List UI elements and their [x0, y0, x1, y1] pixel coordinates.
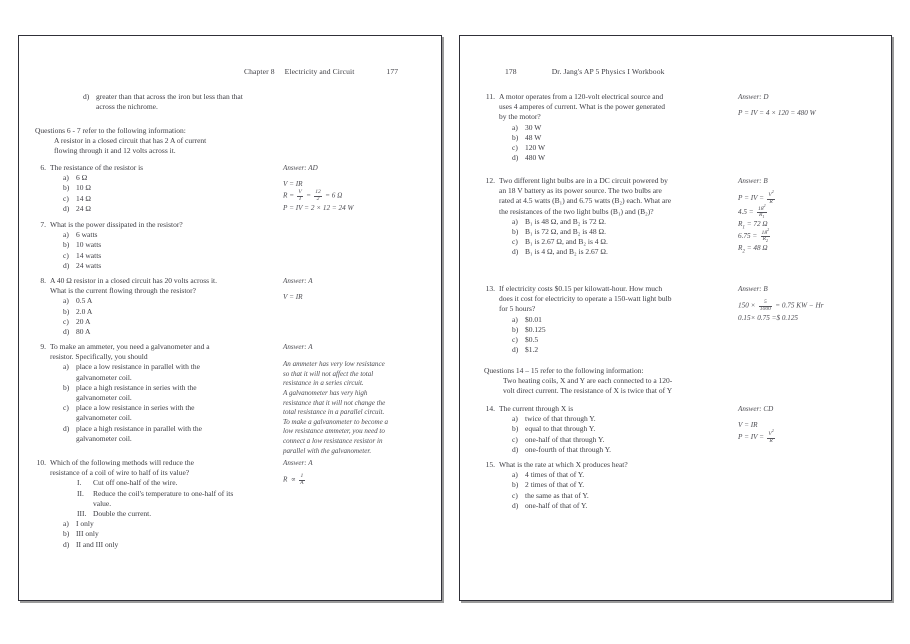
choice-letter: c): [63, 193, 69, 203]
choice-letter: c): [512, 237, 518, 247]
choice-letter: a): [63, 230, 69, 240]
note-line-9: connect a low resistance resistor in: [283, 436, 383, 445]
question-number: 8.: [40, 276, 46, 285]
question-stem-line-3: by the motor?: [499, 112, 541, 122]
choice-d[interactable]: [484, 247, 739, 257]
choice-letter: c): [512, 434, 518, 444]
choice-c[interactable]: [35, 251, 280, 261]
roman-text: Cut off one-half of the wire.: [93, 478, 178, 488]
choice-letter: d): [512, 500, 519, 510]
question-stem: The resistance of the resistor is: [50, 163, 144, 172]
intro-line-1: Two heating coils, X and Y are each connected to a 120-: [503, 376, 673, 386]
choice-text-2: galvanometer coil.: [76, 413, 132, 423]
roman-text: Double the current.: [93, 509, 152, 519]
question-6: [35, 163, 280, 214]
choice-text: 2 times of that of Y.: [525, 480, 585, 490]
formula-bulb1-power: 4.5 = $\frac{18^2}{R_1}$: [738, 202, 766, 220]
choice-text: place a low resistance in series with the: [76, 403, 195, 413]
choice-text: $1.2: [525, 345, 539, 355]
formula-ohms-law: V = IR: [283, 293, 303, 302]
note-line-1: An ammeter has very low resistance: [283, 360, 385, 369]
choice-text: B₁ is 72 Ω, and B₂ is 48 Ω.: [525, 227, 606, 237]
question-stem-line-2: uses 4 amperes of current. What is the power generated: [499, 102, 666, 112]
formula-power-vsquared: P = IV = $\frac{V^2}{R}$: [738, 428, 774, 444]
page-right: [459, 35, 892, 601]
choice-text: 80 A: [76, 327, 91, 337]
question-number: 11.: [485, 92, 495, 101]
choice-letter: a): [512, 122, 518, 132]
roman-letter: III.: [77, 509, 87, 519]
choice-line-1: greater than that across the iron but less than that: [96, 92, 243, 101]
answer-block-13: [738, 284, 888, 324]
choice-letter: d): [63, 539, 70, 549]
choice-letter: a): [512, 470, 518, 480]
choice-a[interactable]: [35, 362, 280, 382]
choice-a[interactable]: [35, 519, 280, 529]
choice-a[interactable]: [35, 296, 280, 306]
choice-d[interactable]: [35, 204, 280, 214]
note-line-3: resistance in a series circuit.: [283, 379, 364, 388]
question-13: [484, 284, 739, 355]
choice-c[interactable]: [484, 237, 739, 247]
choice-a[interactable]: [484, 123, 739, 133]
choice-letter: c): [63, 403, 69, 413]
chapter-number: Chapter 8: [244, 67, 275, 76]
choice-text-2: galvanometer coil.: [76, 372, 132, 382]
choice-b[interactable]: [484, 424, 739, 434]
answer-label: Answer: A: [283, 343, 313, 351]
choice-letter: b): [512, 424, 519, 434]
choice-letter: d): [63, 423, 70, 433]
choice-b[interactable]: [35, 307, 280, 317]
roman-letter: II.: [77, 488, 84, 498]
choice-text: 4 times of that of Y.: [525, 470, 585, 480]
formula-resistance-proportional: R ∝ $\frac{1}{A}$: [283, 473, 304, 486]
choice-text: 30 W: [525, 122, 542, 132]
choice-c[interactable]: [35, 403, 280, 423]
choice-letter: a): [512, 414, 518, 424]
formula-ohms-law: V = IR: [738, 421, 758, 430]
answer-block-6: [283, 163, 433, 214]
choice-text: $0.01: [525, 314, 542, 324]
choice-text: 6 watts: [76, 230, 98, 240]
question-number: 9.: [40, 342, 46, 351]
formula-power: P = IV = 2 × 12 = 24 W: [283, 203, 354, 212]
choice-line-2: across the nichrome.: [96, 102, 158, 112]
choice-b[interactable]: [484, 133, 739, 143]
intro-line-2: flowing through it and 12 volts across it.: [54, 146, 176, 156]
choice-letter: a): [63, 296, 69, 306]
choice-d[interactable]: [35, 261, 280, 271]
choice-letter: c): [63, 250, 69, 260]
answer-block-9: [283, 342, 433, 456]
choice-text-2: galvanometer coil.: [76, 393, 132, 403]
question-stem-line-1: Which of the following methods will reduce the: [50, 458, 194, 467]
choice-letter: d): [63, 327, 70, 337]
answer-label: Answer: D: [738, 93, 769, 101]
choice-letter: a): [63, 173, 69, 183]
intro-line-2: volt direct current. The resistance of X is twice that of Y: [503, 386, 673, 396]
formula-cost: 0.15× 0.75 =$ 0.125: [738, 313, 799, 322]
question-stem-line-1: A motor operates from a 120-volt electrical source and: [499, 92, 664, 101]
choice-letter: b): [512, 227, 519, 237]
choice-letter: b): [63, 529, 70, 539]
question-stem-line-2: resistance of a coil of wire to half of its value?: [50, 468, 190, 478]
choice-text: 20 A: [76, 316, 91, 326]
choice-text: 0.5 A: [76, 296, 93, 306]
choice-text: one-half of that of Y.: [525, 500, 588, 510]
answer-block-8: [283, 276, 433, 303]
choice-text: $0.125: [525, 324, 546, 334]
choice-b[interactable]: [484, 480, 739, 490]
choice-b[interactable]: [484, 325, 739, 335]
choice-d[interactable]: [484, 501, 739, 511]
choice-a[interactable]: [484, 470, 739, 480]
choice-b[interactable]: [35, 240, 280, 250]
choice-text: one-fourth of that through Y.: [525, 444, 612, 454]
question-15: [484, 460, 739, 511]
note-line-6: total resistance in a parallel circuit.: [283, 408, 385, 417]
question-stem-line-1: A 40 Ω resistor in a closed circuit has 20 volts across it.: [50, 276, 218, 285]
question-number: 12.: [485, 176, 495, 185]
choice-letter: d): [63, 260, 70, 270]
choice-text: 24 watts: [76, 260, 102, 270]
choice-c[interactable]: [484, 143, 739, 153]
question-stem-line-1: If electricity costs $0.15 per kilowatt-hour. How much: [499, 284, 663, 293]
question-12: [484, 176, 739, 258]
choice-text: 480 W: [525, 153, 546, 163]
choice-c[interactable]: [35, 194, 280, 204]
choice-a[interactable]: [35, 173, 280, 183]
formula-bulb1-resistance: $R_1 = 72$ Ω: [738, 219, 768, 231]
choice-text: place a low resistance in parallel with the: [76, 362, 200, 372]
page-folio: 177: [386, 67, 399, 76]
question-stem-line-4: the resistances of the two light bulbs (B₁) and (B₂)?: [499, 206, 654, 216]
question-stem-line-2: What is the current flowing through the resistor?: [50, 286, 197, 296]
question-11: [484, 92, 739, 163]
intro-lead: Questions 14 – 15 refer to the following information:: [484, 366, 644, 375]
choice-letter: a): [512, 314, 518, 324]
choice-text: one-half of that through Y.: [525, 434, 605, 444]
note-line-8: low resistance ammeter, you need to: [283, 427, 385, 436]
formula-power: P = IV = 4 × 120 = 480 W: [738, 109, 816, 118]
choice-text: I only: [76, 519, 94, 529]
intro-questions-6-7: [35, 126, 280, 157]
roman-item-i: [35, 478, 280, 488]
answer-block-12: [738, 176, 888, 254]
choice-text: 6 Ω: [76, 173, 88, 183]
formula-resistance: R = $\frac{V}{I}$ = $\frac{12}{2}$ = 6 Ω: [283, 189, 343, 202]
choice-b[interactable]: [35, 183, 280, 193]
choice-letter: d): [83, 92, 90, 101]
answer-explanation: [283, 360, 423, 456]
choice-letter: b): [512, 480, 519, 490]
answer-block-11: [738, 92, 888, 119]
formula-power-vsquared: P = IV = $\frac{V^2}{R}$: [738, 189, 774, 205]
question-stem: What is the power dissipated in the resistor?: [50, 220, 183, 229]
choice-letter: d): [512, 444, 519, 454]
question-number: 7.: [40, 220, 46, 229]
question-stem: What is the rate at which X produces heat?: [499, 460, 628, 469]
choice-a[interactable]: [484, 414, 739, 424]
formula-ohms-law: V = IR: [283, 180, 303, 189]
question-number: 13.: [485, 284, 495, 293]
answer-block-10: [283, 458, 433, 487]
choice-letter: c): [512, 143, 518, 153]
choice-text: B₁ is 48 Ω, and B₂ is 72 Ω.: [525, 216, 606, 226]
chapter-title: Electricity and Circuit: [284, 67, 355, 76]
choice-c[interactable]: [484, 435, 739, 445]
question-number: 6.: [40, 163, 46, 172]
choice-letter: b): [63, 183, 70, 193]
roman-text: Reduce the coil's temperature to one-half of its: [93, 488, 234, 498]
choice-text: the same as that of Y.: [525, 490, 589, 500]
choice-text-2: galvanometer coil.: [76, 433, 132, 443]
choice-d[interactable]: [35, 540, 280, 550]
note-line-10: parallel with the galvanometer.: [283, 446, 372, 455]
choice-d[interactable]: [484, 345, 739, 355]
choice-text: place a high resistance in series with the: [76, 382, 197, 392]
choice-letter: d): [63, 203, 70, 213]
choice-text: $0.5: [525, 335, 539, 345]
formula-bulb2-resistance: $R_2 = 48$ Ω: [738, 244, 768, 255]
choice-text: 24 Ω: [76, 203, 91, 213]
intro-questions-14-15: [484, 366, 739, 397]
continued-choice: [55, 92, 300, 112]
choice-b[interactable]: [484, 227, 739, 237]
choice-letter: b): [512, 132, 519, 142]
choice-text: 48 W: [525, 132, 542, 142]
choice-text: B₁ is 4 Ω, and B₂ is 2.67 Ω.: [525, 247, 608, 257]
roman-item-iii: [35, 509, 280, 519]
question-stem-line-1: To make an ammeter, you need a galvanometer and a: [50, 342, 210, 351]
question-7: [35, 220, 280, 271]
choice-letter: d): [512, 247, 519, 257]
answer-label: Answer: CD: [738, 405, 774, 413]
intro-lead: Questions 6 - 7 refer to the following information:: [35, 126, 186, 135]
question-14: [484, 404, 739, 455]
note-line-4: A galvanometer has very high: [283, 388, 368, 397]
choice-d[interactable]: [484, 153, 739, 163]
choice-text: 14 Ω: [76, 193, 91, 203]
formula-bulb2-power: 6.75 = $\frac{18^2}{R_2}$: [738, 226, 770, 244]
choice-b[interactable]: [35, 383, 280, 403]
note-line-2: so that it will not affect the total: [283, 369, 374, 378]
roman-text-2: value.: [93, 498, 112, 508]
choice-letter: a): [512, 216, 518, 226]
choice-letter: a): [63, 362, 69, 372]
question-stem: The current through X is: [499, 404, 574, 413]
choice-letter: b): [63, 382, 70, 392]
choice-letter: c): [512, 490, 518, 500]
choice-letter: b): [512, 324, 519, 334]
question-10: [35, 458, 280, 550]
question-8: [35, 276, 280, 337]
question-number: 15.: [485, 460, 495, 469]
running-head-right: [505, 67, 665, 76]
choice-text: 14 watts: [76, 250, 102, 260]
choice-text: 2.0 A: [76, 306, 93, 316]
formula-energy-kwh: 150 × $\frac{5}{1000}$ = 0.75 KW − Hr: [738, 299, 824, 312]
choice-d[interactable]: [35, 327, 280, 337]
question-number: 14.: [485, 404, 495, 413]
question-stem-line-1: Two different light bulbs are in a DC circuit powered by: [499, 176, 668, 185]
choice-d[interactable]: [484, 445, 739, 455]
choice-a[interactable]: [35, 230, 280, 240]
choice-c[interactable]: [484, 491, 739, 501]
book-title: Dr. Jang's AP 5 Physics I Workbook: [551, 67, 665, 76]
choice-text: III only: [76, 529, 99, 539]
choice-text: twice of that through Y.: [525, 414, 596, 424]
choice-text: II and III only: [76, 539, 119, 549]
choice-a[interactable]: [484, 217, 739, 227]
choice-text: 10 Ω: [76, 183, 91, 193]
choice-c[interactable]: [35, 317, 280, 327]
answer-label: Answer: A: [283, 277, 313, 285]
question-stem-line-2: resistor. Specifically, you should: [50, 352, 148, 362]
choice-b[interactable]: [35, 529, 280, 539]
running-head-left: [244, 67, 398, 76]
choice-letter: b): [63, 306, 70, 316]
roman-item-ii: [35, 489, 280, 509]
choice-letter: c): [63, 316, 69, 326]
page-folio: 178: [505, 67, 517, 76]
choice-text: place a high resistance in parallel with the: [76, 423, 202, 433]
question-number: 10.: [36, 458, 46, 467]
answer-label: Answer: AD: [283, 164, 318, 172]
answer-label: Answer: A: [283, 459, 313, 467]
choice-text: equal to that through Y.: [525, 424, 596, 434]
choice-letter: d): [512, 153, 519, 163]
choice-letter: c): [512, 335, 518, 345]
answer-label: Answer: B: [738, 285, 768, 293]
note-line-7: To make a galvanometer to become a: [283, 417, 389, 426]
note-line-5: resistance that it will not change the: [283, 398, 386, 407]
question-stem-line-2: does it cost for electricity to operate a 150-watt light bulb: [499, 294, 672, 304]
question-9: [35, 342, 280, 444]
choice-text: 10 watts: [76, 240, 102, 250]
roman-letter: I.: [77, 478, 82, 488]
choice-letter: a): [63, 519, 69, 529]
page-left: [18, 35, 442, 601]
choice-letter: b): [63, 240, 70, 250]
choice-c[interactable]: [484, 335, 739, 345]
choice-text: B₁ is 2.67 Ω, and B₂ is 4 Ω.: [525, 237, 608, 247]
question-stem-line-3: for 5 hours?: [499, 304, 536, 314]
answer-label: Answer: B: [738, 177, 768, 185]
choice-letter: d): [512, 345, 519, 355]
choice-text: 120 W: [525, 143, 546, 153]
intro-line-1: A resistor in a closed circuit that has 2 A of current: [54, 136, 207, 146]
question-stem-line-2: an 18 V battery as its power source. The two bulbs are: [499, 186, 662, 196]
choice-d[interactable]: [35, 424, 280, 444]
answer-block-14: [738, 404, 888, 445]
choice-a[interactable]: [484, 315, 739, 325]
question-stem-line-3: rated at 4.5 watts (B₁) and 6.75 watts (B₂) each. What are: [499, 196, 672, 206]
